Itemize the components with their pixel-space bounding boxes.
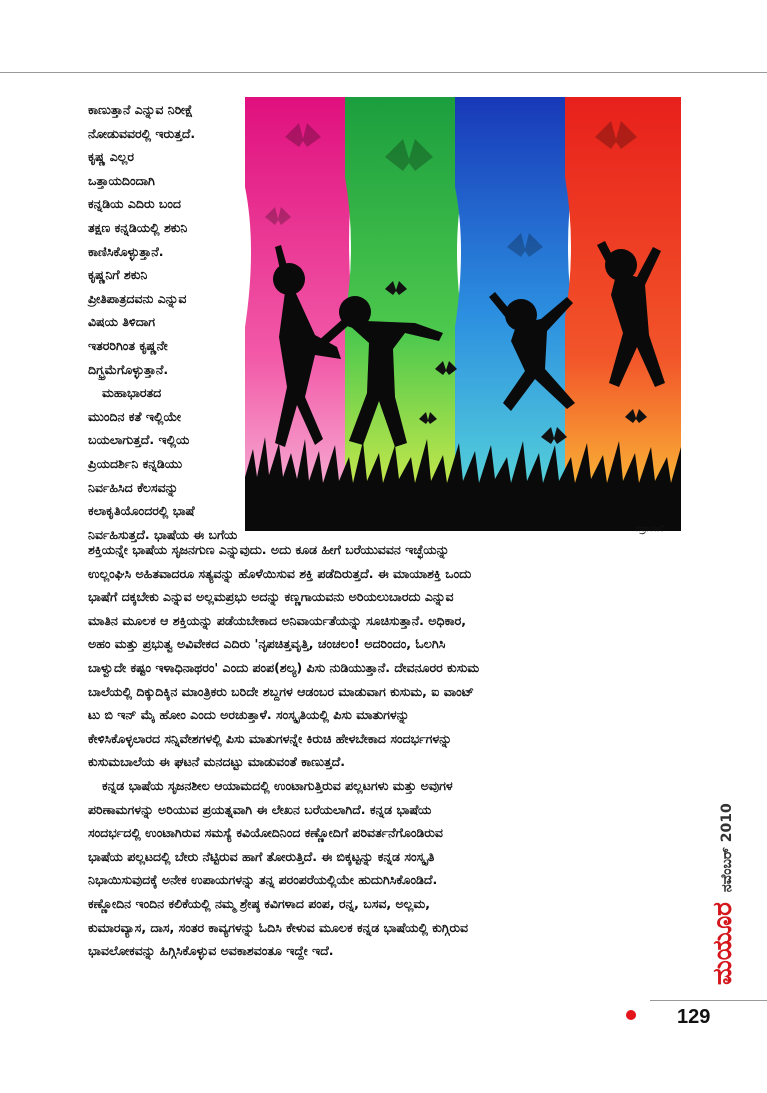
footer-rule <box>650 1000 767 1001</box>
text-line: ಕೇಳಿಸಿಕೊಳ್ಳಲಾರದ ಸನ್ನಿವೇಶಗಳಲ್ಲಿ ಪಿಸು ಮಾತುಗಳನ್ನೇ ಕಿರುಚಿ ಹೇಳಬೇಕಾದ ಸಂದರ್ಭಗಳನ್ನು <box>88 730 452 746</box>
text-line: ಕೃಷ್ಣ ಎಲ್ಲರ <box>88 149 134 165</box>
illustration-svg <box>245 97 681 531</box>
text-line: ಕುಮಾರವ್ಯಾಸ, ದಾಸ, ಸಂತರ ಕಾವ್ಯಗಳನ್ನು ಓದಿಸಿ ಕೇಳುವ ಮೂಲಕ ಕನ್ನಡ ಭಾಷೆಯಲ್ಲಿ ಕುಗ್ಗಿರುವ <box>88 919 469 935</box>
magazine-side-label <box>708 803 739 985</box>
text-line: ಪ್ರೀತಿಪಾತ್ರದವನು ಎನ್ನುವ <box>88 290 187 306</box>
text-line: ಕಾಣುತ್ತಾನೆ ಎನ್ನುವ ನಿರೀಕ್ಷೆ <box>88 102 194 117</box>
text-line: ಭಾವಲೋಕವನ್ನು ಹಿಗ್ಗಿಸಿಕೊಳ್ಳುವ ಅವಕಾಶವಂತೂ ಇದ್ದೇ ಇದೆ. <box>88 943 334 959</box>
text-line: ಕನ್ನಡ ಭಾಷೆಯ ಸೃಜನಶೀಲ ಆಯಾಮದಲ್ಲಿ ಉಂಟಾಗುತ್ತಿರುವ ಪಲ್ಲಟಗಳು ಮತ್ತು ಅವುಗಳ <box>102 777 453 793</box>
narrow-column-text <box>88 98 248 546</box>
text-line: ಮಹಾಭಾರತದ <box>102 385 162 401</box>
text-line: ಇತರರಿಗಿಂತ ಕೃಷ್ಣನೇ <box>88 337 168 353</box>
page-number: 129 <box>677 1006 711 1028</box>
text-line: ಸಂದರ್ಭದಲ್ಲಿ ಉಂಟಾಗಿರುವ ಸಮಸ್ಯೆ ಕವಿಯೋದಿನಿಂದ ಕಣ್ಣೋದಿಗೆ ಪರಿವರ್ತನೆಗೊಂಡಿರುವ <box>88 825 443 841</box>
text-line: ಕಾಣಿಸಿಕೊಳ್ಳುತ್ತಾನೆ. <box>88 243 164 259</box>
text-line: ನಿಭಾಯಿಸುವುದಕ್ಕೆ ಅನೇಕ ಉಪಾಯಗಳನ್ನು ತನ್ನ ಪರಂಪರೆಯಲ್ಲಿಯೇ ಹುದುಗಿಸಿಕೊಂಡಿದೆ. <box>88 872 438 888</box>
grass-base <box>245 497 681 531</box>
image-caption: ಚಿತ್ರಾಂಜಲಿ <box>635 524 666 534</box>
header-rule <box>0 72 767 73</box>
text-line: ಕಣ್ಣೋದಿನ ಇಂದಿನ ಕಲಿಕೆಯಲ್ಲಿ ನಮ್ಮ ಶ್ರೇಷ್ಠ ಕವಿಗಳಾದ ಪಂಪ, ರನ್ನ, ಬಸವ, ಅಲ್ಲಮ, <box>88 895 430 911</box>
text-line: ಒತ್ತಾಯದಿಂದಾಗಿ <box>88 172 155 188</box>
text-line: ಅಹಂ ಮತ್ತು ಪ್ರಭುತ್ವ ಅವಿವೇಕದ ಎದಿರು 'ನೃಪಚಿತ್ತವೃತ್ತಿ, ಚಂಚಲಂ! ಅದರಿಂದಂ, ಓಲಗಿಸಿ <box>88 636 446 652</box>
text-line: ಕನ್ನಡಿಯ ಎದಿರು ಬಂದ <box>88 196 181 212</box>
text-line: ನಿರ್ವಹಿಸುತ್ತದೆ. ಭಾಷೆಯ ಈ ಬಗೆಯ <box>88 526 238 542</box>
text-line: ತಕ್ಷಣ ಕನ್ನಡಿಯಲ್ಲಿ ಶಕುನಿ <box>88 219 188 235</box>
text-line: ಕುಸುಮಬಾಲೆಯ ಈ ಘಟನೆ ಮನದಟ್ಟು ಮಾಡುವಂತೆ ಕಾಣುತ್ತದೆ. <box>88 754 346 770</box>
text-line: ಕೃಷ್ಣನಿಗೆ ಶಕುನಿ <box>88 267 148 283</box>
text-line: ಬಯಲಾಗುತ್ತದೆ. ಇಲ್ಲಿಯ <box>88 432 190 448</box>
magazine-name: ಮಯೂರ <box>708 902 738 985</box>
text-line: ಪ್ರಿಯದರ್ಶಿನಿ ಕನ್ನಡಿಯು <box>88 455 183 471</box>
text-line: ನಿರ್ವಹಿಸಿದ ಕೆಲಸವನ್ನು <box>88 479 179 495</box>
text-line: ಭಾಷೆಗೆ ದಕ್ಕಬೇಕು ಎನ್ನುವ ಅಲ್ಲಮಪ್ರಭು ಅದನ್ನು ಕಣ್ಣಗಾಯವನು ಅರಿಯಲುಬಾರದು ಎನ್ನುವ <box>88 589 454 605</box>
text-line: ಟು ಬಿ ಇನ್ ಮೈ ಹೋಂ ಎಂದು ಅರಚುತ್ತಾಳೆ. ಸಂಸ್ಕೃತಿಯಲ್ಲಿ ಪಿಸು ಮಾತುಗಳನ್ನು <box>88 707 410 723</box>
text-line: ಪರಿಣಾಮಗಳನ್ನು ಅರಿಯುವ ಪ್ರಯತ್ನವಾಗಿ ಈ ಲೇಖನ ಬರೆಯಲಾಗಿದೆ. ಕನ್ನಡ ಭಾಷೆಯ <box>88 801 432 817</box>
red-dot-icon <box>626 1010 636 1020</box>
issue-date: ನವೆಂಬರ್ 2010 <box>719 803 735 893</box>
text-line: ದಿಗ್ಭ್ರಮೆಗೊಳ್ಳುತ್ತಾನೆ. <box>88 361 169 377</box>
text-line: ನೋಡುವವರಲ್ಲಿ ಇರುತ್ತದೆ. <box>88 125 196 141</box>
text-line: ಬಾಳ್ವುದೇ ಕಷ್ಟಂ ಇಳಾಧಿನಾಥರಂ' ಎಂದು ಪಂಪ(ಶಲ್ಯ) ಪಿಸು ನುಡಿಯುತ್ತಾನೆ. ದೇವನೂರರ ಕುಸುಮ <box>88 659 480 675</box>
text-line: ಮಾತಿನ ಮೂಲಕ ಆ ಶಕ್ತಿಯನ್ನು ಪಡೆಯಬೇಕಾದ ಅನಿವಾರ್ಯತೆಯನ್ನು ಸೂಚಿಸುತ್ತಾನೆ. ಅಧಿಕಾರ, <box>88 612 466 628</box>
text-line: ಕಲಾಕೃತಿಯೊಂದರಲ್ಲಿ ಭಾಷೆ <box>88 503 195 519</box>
text-line: ಶಕ್ತಿಯನ್ನೇ ಭಾಷೆಯ ಸೃಜನಗುಣ ಎನ್ನುವುದು. ಅದು ಕೂಡ ಹೀಗೆ ಬರೆಯುವವನ ಇಚ್ಛೆಯನ್ನು <box>88 542 450 557</box>
text-line: ವಿಷಯ ತಿಳಿದಾಗ <box>88 314 155 330</box>
wide-column-text <box>88 538 668 963</box>
text-line: ಬಾಲೆಯಲ್ಲಿ ದಿಕ್ಕುದಿಕ್ಕಿನ ಮಾಂತ್ರಿಕರು ಬರಿದೇ ಶಬ್ದಗಳ ಆಡಂಬರ ಮಾಡುವಾಗ ಕುಸುಮ, ಐ ವಾಂಟ್ <box>88 683 474 699</box>
text-line: ಭಾಷೆಯ ಪಲ್ಲಟದಲ್ಲಿ ಬೇರು ನೆಟ್ಟಿರುವ ಹಾಗೆ ತೋರುತ್ತಿದೆ. ಈ ಬಿಕ್ಕಟ್ಟನ್ನು ಕನ್ನಡ ಸಂಸ್ಕೃತಿ <box>88 848 435 864</box>
text-line: ಉಲ್ಲಂಘಿಸಿ ಅಹಿತವಾದರೂ ಸತ್ಯವನ್ನು ಹೊಳೆಯಿಸುವ ಶಕ್ತಿ ಪಡೆದಿರುತ್ತದೆ. ಈ ಮಾಯಾಶಕ್ತಿ ಒಂದು <box>88 565 472 581</box>
text-line: ಮುಂದಿನ ಕತೆ ಇಲ್ಲಿಯೇ <box>88 408 181 424</box>
dancing-silhouettes-illustration <box>245 97 681 531</box>
